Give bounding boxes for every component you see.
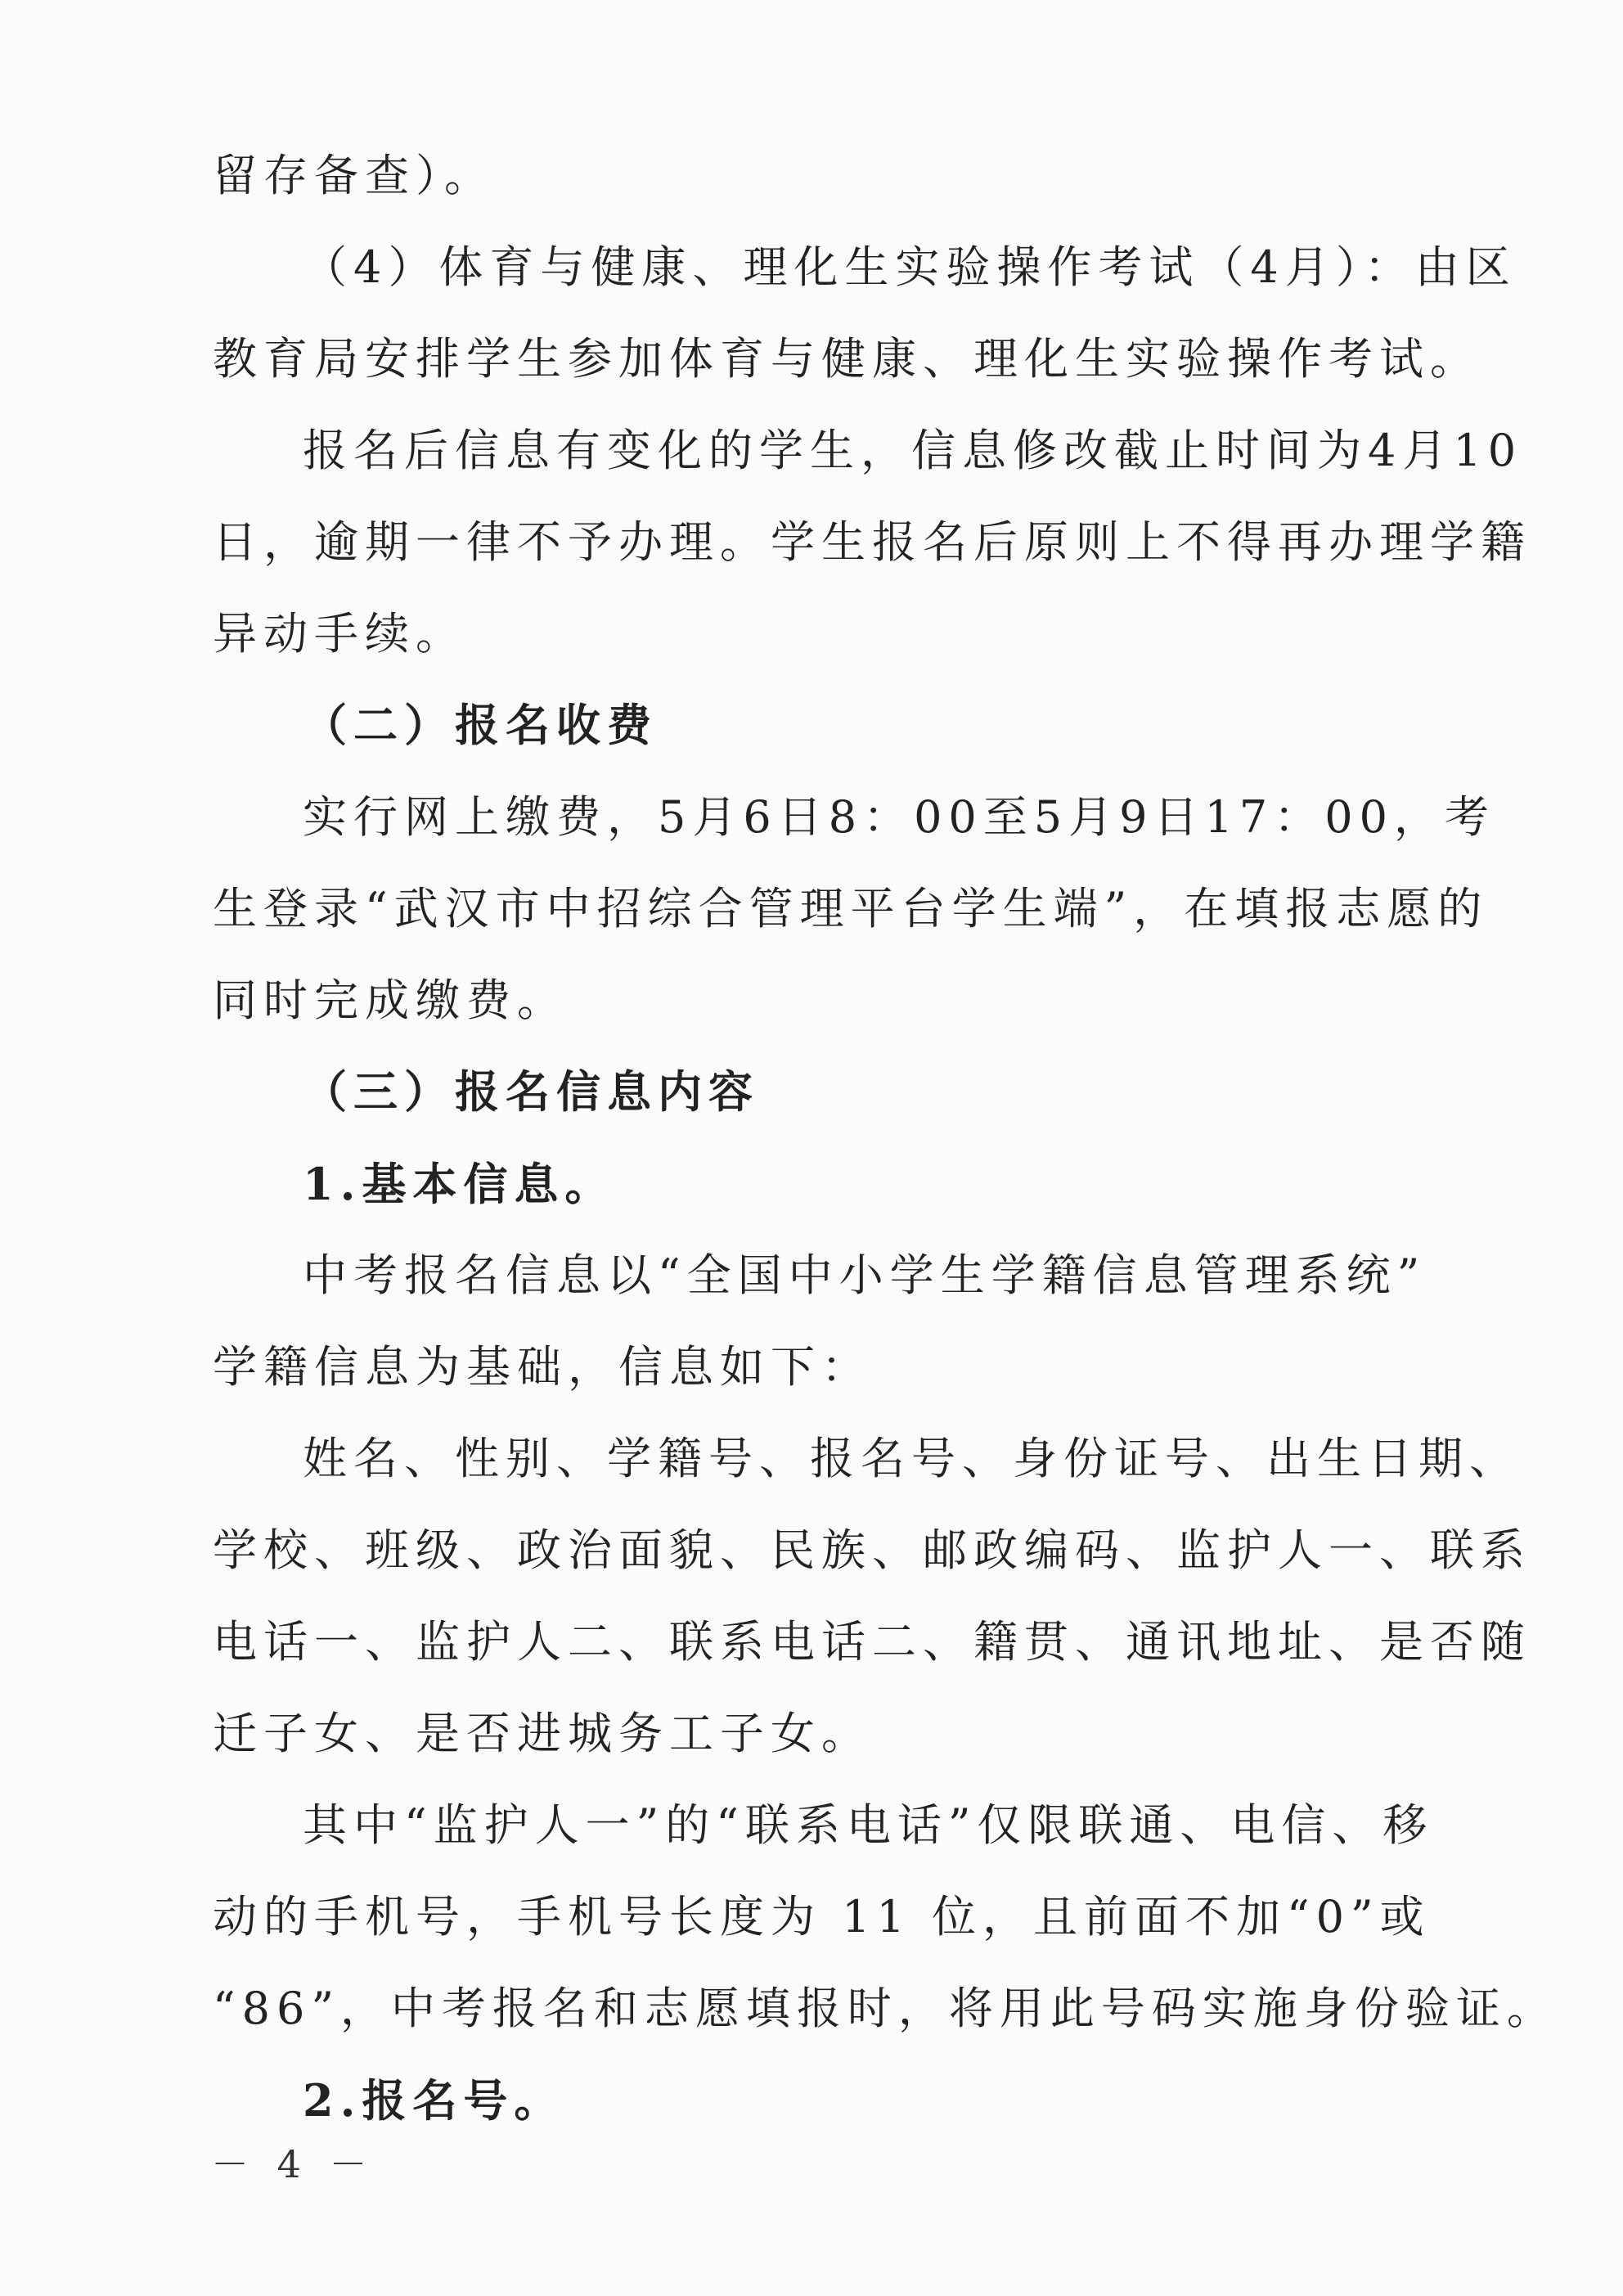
page-number: － 4 － bbox=[211, 2142, 375, 2186]
text-line: 日，逾期一律不予办理。学生报名后原则上不得再办理学籍 bbox=[213, 516, 1531, 568]
text-line: 实行网上缴费，5月6日8：00至5月9日17：00，考 bbox=[303, 791, 1495, 843]
section-heading: （二）报名收费 bbox=[303, 700, 658, 751]
text-line: 同时完成缴费。 bbox=[213, 975, 568, 1026]
text-line: 异动手续。 bbox=[213, 608, 466, 660]
section-heading: （三）报名信息内容 bbox=[303, 1066, 759, 1118]
text-line: 迁子女、是否进城务工子女。 bbox=[213, 1708, 872, 1759]
text-line: 姓名、性别、学籍号、报名号、身份证号、出生日期、 bbox=[303, 1433, 1520, 1484]
text-line: 中考报名信息以“全国中小学生学籍信息管理系统” bbox=[303, 1249, 1427, 1301]
text-line: 学籍信息为基础，信息如下： bbox=[213, 1341, 872, 1393]
text-line: 报名后信息有变化的学生，信息修改截止时间为4月10 bbox=[303, 425, 1523, 476]
text-line: 动的手机号，手机号长度为 11 位，且前面不加“0”或 bbox=[213, 1891, 1431, 1943]
text-line: 生登录“武汉市中招综合管理平台学生端”，在填报志愿的 bbox=[213, 883, 1489, 934]
text-line: 学校、班级、政治面貌、民族、邮政编码、监护人一、联系 bbox=[213, 1524, 1531, 1576]
text-line: “86”，中考报名和志愿填报时，将用此号码实施身份验证。 bbox=[213, 1983, 1558, 2034]
text-line: 教育局安排学生参加体育与健康、理化生实验操作考试。 bbox=[213, 333, 1481, 385]
text-line: 电话一、监护人二、联系电话二、籍贯、通讯地址、是否随 bbox=[213, 1616, 1531, 1668]
subsection-heading: 2.报名号。 bbox=[303, 2074, 565, 2127]
text-line: 其中“监护人一”的“联系电话”仅限联通、电信、移 bbox=[303, 1799, 1434, 1851]
subsection-heading: 1.基本信息。 bbox=[303, 1158, 616, 1210]
text-line: 留存备查）。 bbox=[213, 150, 495, 201]
text-line: （4）体育与健康、理化生实验操作考试（4月）：由区 bbox=[303, 241, 1517, 293]
